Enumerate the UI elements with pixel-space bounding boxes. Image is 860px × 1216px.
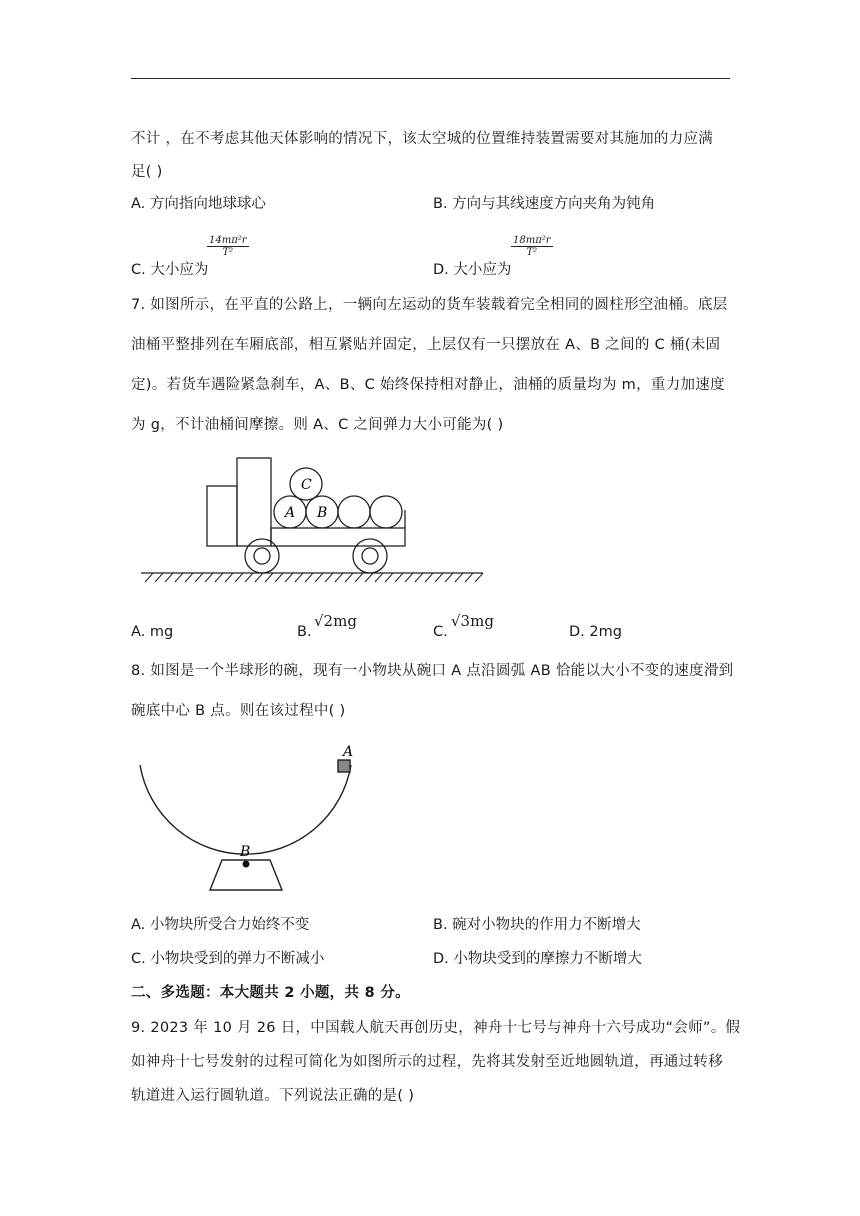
road-hatch-mark	[295, 573, 303, 582]
truck-figure	[135, 450, 490, 590]
road-hatch-mark	[375, 573, 383, 582]
road-hatch-mark	[205, 573, 213, 582]
barrel-c-label: C	[301, 477, 312, 493]
q7-option-a: A. mg	[131, 624, 174, 640]
road-hatch-mark	[445, 573, 453, 582]
q8-stem-line1: 8. 如图是一个半球形的碗，现有一小物块从碗口 A 点沿圆弧 AB 恰能以大小不变的速度滑到	[131, 663, 734, 679]
road-hatch-mark	[355, 573, 363, 582]
road-hatch-mark	[275, 573, 283, 582]
rear-wheel	[353, 539, 387, 573]
truck-hood	[207, 486, 237, 546]
q6-option-c: C. 大小应为	[131, 262, 209, 278]
q7-option-c-label: C.	[433, 624, 448, 640]
q6-option-a: A. 方向指向地球球心	[131, 196, 266, 212]
road-hatch-mark	[255, 573, 263, 582]
road-hatch-mark	[195, 573, 203, 582]
header-rule	[131, 78, 730, 79]
barrel-3	[338, 496, 370, 528]
fraction-denominator: T²	[222, 247, 234, 258]
q7-stem-line4: 为 g，不计油桶间摩擦。则 A、C 之间弹力大小可能为( )	[131, 417, 504, 433]
road-hatch-mark	[475, 573, 483, 582]
block-at-a	[338, 760, 350, 772]
road-hatch-mark	[455, 573, 463, 582]
rear-wheel-hub	[362, 548, 378, 564]
front-wheel	[245, 539, 279, 573]
road-hatch-mark	[335, 573, 343, 582]
barrel-b-label: B	[317, 505, 328, 521]
road-hatch-mark	[185, 573, 193, 582]
road-hatch-mark	[245, 573, 253, 582]
barrel-4	[370, 496, 402, 528]
q8-option-a: A. 小物块所受合力始终不变	[131, 917, 310, 933]
q7-stem-line1: 7. 如图所示，在平直的公路上，一辆向左运动的货车装载着完全相同的圆柱形空油桶。底层	[131, 297, 728, 313]
road-hatch-mark	[465, 573, 473, 582]
point-a-label: A	[343, 744, 354, 760]
truck-bed	[271, 528, 405, 546]
fraction-numerator: 14mπ²r	[209, 235, 247, 246]
q7-stem-line3: 定)。若货车遇险紧急刹车，A、B、C 始终保持相对静止，油桶的质量均为 m，重力加速度	[131, 377, 725, 393]
road-hatch-mark	[155, 573, 163, 582]
q8-option-d: D. 小物块受到的摩擦力不断增大	[433, 951, 642, 967]
q6-option-c-fraction	[207, 235, 249, 258]
q7-option-b-label: B.	[297, 624, 312, 640]
road-hatching	[145, 573, 483, 582]
road-hatch-mark	[165, 573, 173, 582]
truck-cab	[237, 458, 271, 546]
q8-option-c: C. 小物块受到的弹力不断减小	[131, 951, 325, 967]
road-hatch-mark	[415, 573, 423, 582]
q6-stem-line2: 足( )	[131, 164, 163, 180]
bowl-figure	[130, 738, 370, 898]
front-wheel-hub	[254, 548, 270, 564]
road-hatch-mark	[425, 573, 433, 582]
point-b-label: B	[240, 844, 251, 860]
road-hatch-mark	[435, 573, 443, 582]
q8-stem-line2: 碗底中心 B 点。则在该过程中( )	[131, 703, 346, 719]
q9-stem-line1: 9. 2023 年 10 月 26 日，中国载人航天再创历史，神舟十七号与神舟十六号成功“会师”。假	[131, 1020, 741, 1036]
road-hatch-mark	[235, 573, 243, 582]
road-hatch-mark	[365, 573, 373, 582]
road-hatch-mark	[345, 573, 353, 582]
road-hatch-mark	[315, 573, 323, 582]
road-hatch-mark	[395, 573, 403, 582]
fraction-denominator: T²	[526, 247, 538, 258]
section-heading: 二、多选题：本大题共 2 小题，共 8 分。	[131, 985, 410, 1001]
road-hatch-mark	[225, 573, 233, 582]
q6-option-d: D. 大小应为	[433, 262, 512, 278]
road-hatch-mark	[385, 573, 393, 582]
q8-option-b: B. 碗对小物块的作用力不断增大	[433, 917, 641, 933]
q7-option-d: D. 2mg	[569, 624, 622, 640]
q6-option-b: B. 方向与其线速度方向夹角为钝角	[433, 196, 656, 212]
q7-option-c-value: √3mg	[451, 612, 494, 630]
q6-stem-line1: 不计 ，在不考虑其他天体影响的情况下，该太空城的位置维持装置需要对其施加的力应满	[131, 131, 714, 147]
road-hatch-mark	[175, 573, 183, 582]
road-hatch-mark	[405, 573, 413, 582]
fraction-numerator: 18mπ²r	[513, 235, 551, 246]
q7-stem-line2: 油桶平整排列在车厢底部，相互紧贴并固定，上层仅有一只摆放在 A、B 之间的 C 桶(未固	[131, 337, 721, 353]
road-hatch-mark	[265, 573, 273, 582]
road-hatch-mark	[215, 573, 223, 582]
road-hatch-mark	[285, 573, 293, 582]
road-hatch-mark	[145, 573, 153, 582]
q7-option-b-value: √2mg	[314, 612, 357, 630]
q9-stem-line3: 轨道进入运行圆轨道。下列说法正确的是( )	[131, 1088, 415, 1104]
point-b	[243, 861, 250, 868]
q6-option-d-fraction	[511, 235, 553, 258]
road-hatch-mark	[325, 573, 333, 582]
bowl-arc	[140, 765, 351, 854]
road-hatch-mark	[305, 573, 313, 582]
q9-stem-line2: 如神舟十七号发射的过程可简化为如图所示的过程，先将其发射至近地圆轨道，再通过转移	[131, 1054, 723, 1070]
barrel-a-label: A	[285, 505, 296, 521]
